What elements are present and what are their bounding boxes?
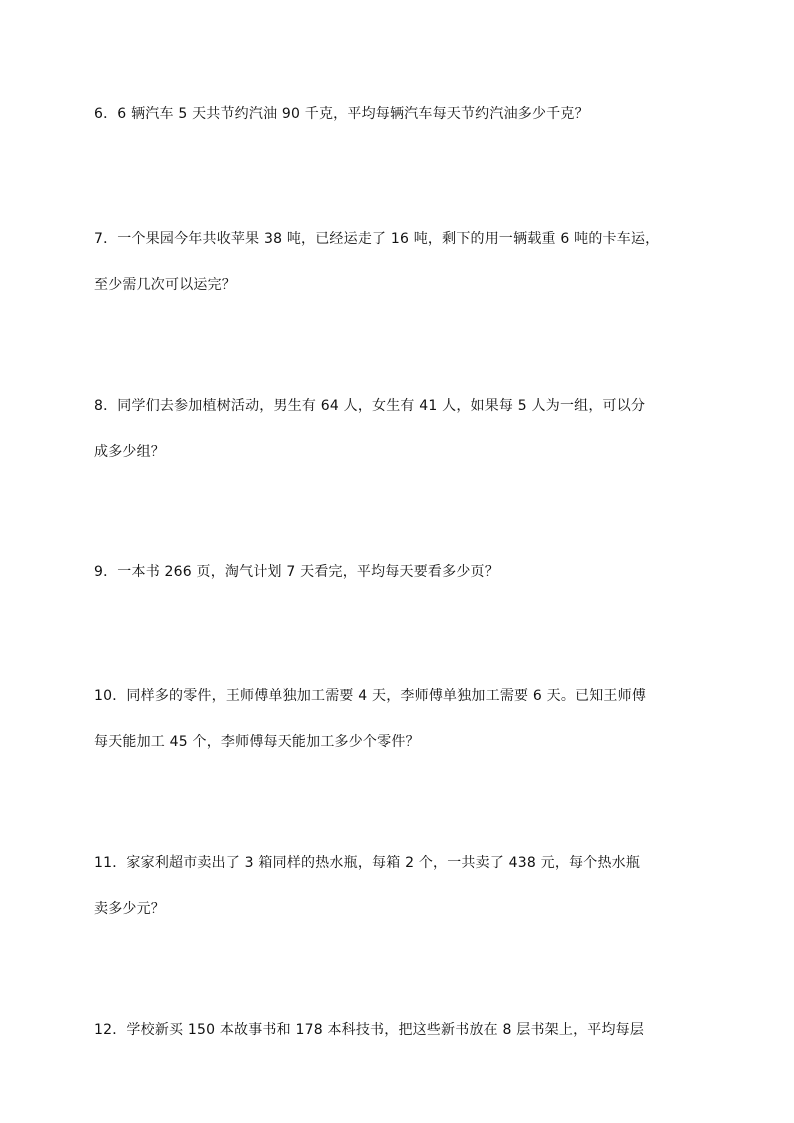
problem-text-line: 7．一个果园今年共收苹果 38 吨，已经运走了 16 吨，剩下的用一辆载重 6 吨的卡车运， [94, 231, 660, 247]
problem-text-line: 卖多少元？ [94, 901, 165, 917]
problem-text-line: 12．学校新买 150 本故事书和 178 本科技书，把这些新书放在 8 层书架上，平均每层 [94, 1022, 645, 1038]
problem-text-line: 成多少组？ [94, 444, 165, 460]
problem-7 [94, 229, 714, 295]
problem-text-line: 9．一本书 266 页，淘气计划 7 天看完，平均每天要看多少页？ [94, 564, 499, 580]
problem-text-line: 至少需几次可以运完？ [94, 277, 236, 293]
problem-text-line: 8．同学们去参加植树活动，男生有 64 人，女生有 41 人，如果每 5 人为一组，可以分 [94, 398, 646, 414]
problem-text-line: 10．同样多的零件，王师傅单独加工需要 4 天，李师傅单独加工需要 6 天。已知王师傅 [94, 688, 647, 704]
problem-6 [94, 104, 714, 124]
problem-10 [94, 686, 714, 752]
problem-11 [94, 853, 714, 919]
problem-text-line: 每天能加工 45 个，李师傅每天能加工多少个零件？ [94, 734, 420, 750]
problem-9 [94, 562, 714, 582]
problem-text-line: 11．家家利超市卖出了 3 箱同样的热水瓶，每箱 2 个，一共卖了 438 元，每个热水瓶 [94, 855, 641, 871]
problem-text-line: 6．6 辆汽车 5 天共节约汽油 90 千克，平均每辆汽车每天节约汽油多少千克？ [94, 106, 589, 122]
problem-12 [94, 1020, 714, 1040]
problem-8 [94, 396, 714, 462]
